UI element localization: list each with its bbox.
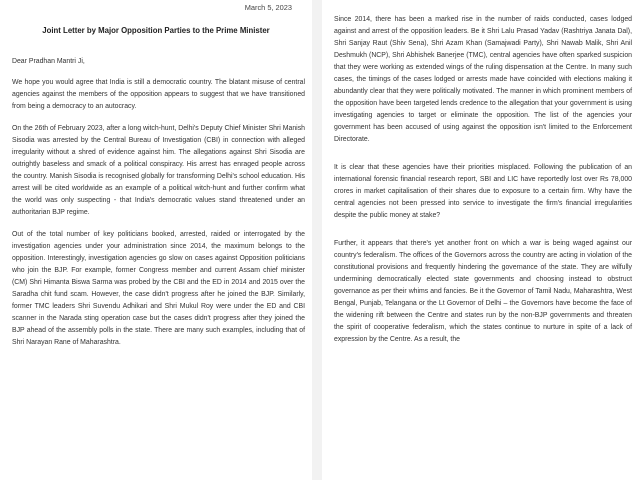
letter-page-right — [322, 0, 640, 480]
paragraph-democracy: We hope you would agree that India is still a democratic country. The blatant misuse of central agencies against the members of the opposition appears to suggest that we have transitioned from being a democracy to an autocracy. — [12, 79, 305, 110]
paragraph-priorities-misplaced: It is clear that these agencies have their priorities misplaced. Following the publication of an international forensic financial research report, SBI and LIC have reportedly lost over Rs 78,000 crores in market capitalisation of their shares due to exposure to a certain firm. Why have the central agencies not been pressed into service to investigate the firm's financial irregularities despite the public money at stake? — [334, 164, 632, 219]
letter-title: Joint Letter by Major Opposition Parties to the Prime Minister — [42, 26, 270, 35]
letter-body-right — [334, 14, 632, 362]
page-gutter — [312, 0, 322, 480]
letter-page-left — [0, 0, 312, 480]
paragraph-agencies-bias: Out of the total number of key politicians booked, arrested, raided or interrogated by the investigation agencies under your administration since 2014, the maximum belongs to the opposition. Interestingly, investigation agencies go slow on cases against Opposition politicians who join the BJP. For example, former Congress member and current Assam chief minister (CM) Shri Himanta Biswa Sarma was probed by the CBI and the ED in 2014 and 2015 over the Saradha chit fund scam. However, the case didn't progress after he joined the BJP. Similarly, former TMC leaders Shri Suvendu Adhikari and Shri Mukul Roy were under the ED and CBI scanner in the Narada sting operation case but the cases didn't progress after they joined the BJP ahead of the assembly polls in the state. There are many such examples, including that of Shri Narayan Rane of Maharashtra. — [12, 231, 305, 346]
letter-body-left — [12, 56, 305, 359]
paragraph-raids-since-2014: Since 2014, there has been a marked rise in the number of raids conducted, cases lodged against and arrest of the opposition leaders. Be it Shri Lalu Prasad Yadav (Rashtriya Janata Dal), Shri Sanjay Raut (Shiv Sena), Shri Azam Khan (Samajwadi Party), Shri Nawab Malik, Shri Anil Deshmukh (NCP), Shri Abhishek Banerjee (TMC), central agencies have often sparked suspicion that they were working as extended wings of the ruling dispensation at the Centre. In many such cases, the timings of the cases lodged or arrests made have coincided with elections making it abundantly clear that they were politically motivated. The manner in which prominent members of the opposition have been targeted lends credence to the allegation that your government is using investigating agencies to target or eliminate the opposition. The list of the agencies your government has been accused of using against the opposition isn't limited to the Enforcement Directorate. — [334, 16, 632, 143]
paragraph-federalism: Further, it appears that there's yet another front on which a war is being waged against our country's federalism. The offices of the Governors across the country are acting in violation of the constitutional provisions and frequently hindering the governance of the state. They are wilfully undermining democratically elected state governments and choosing instead to obstruct governance as per their whims and fancies. Be it the Governor of Tamil Nadu, Maharashtra, West Bengal, Punjab, Telangana or the Lt Governor of Delhi – the Governors have become the face of the widening rift between the Centre and states run by the non-BJP governments and threaten the spirit of cooperative federalism, which the states continue to nurture in spite of a lack of expression by the Centre. As a result, the — [334, 240, 632, 343]
letter-date: March 5, 2023 — [244, 3, 292, 12]
salutation: Dear Pradhan Mantri Ji, — [12, 58, 85, 65]
paragraph-sisodia-arrest: On the 26th of February 2023, after a long witch-hunt, Delhi's Deputy Chief Minister Shri Manish Sisodia was arrested by the Central Bureau of Investigation (CBI) in connection with alleged irregularity without a shred of evidence against him. The allegations against Shri Sisodia are outrightly baseless and smack of a political conspiracy. His arrest has enraged people across the country. Manish Sisodia is recognised globally for transforming Delhi's school education. His arrest will be cited worldwide as an example of a political witch-hunt and further confirm what the world was only suspecting - that India's democratic values stand threatened under an authoritarian BJP regime. — [12, 125, 305, 216]
